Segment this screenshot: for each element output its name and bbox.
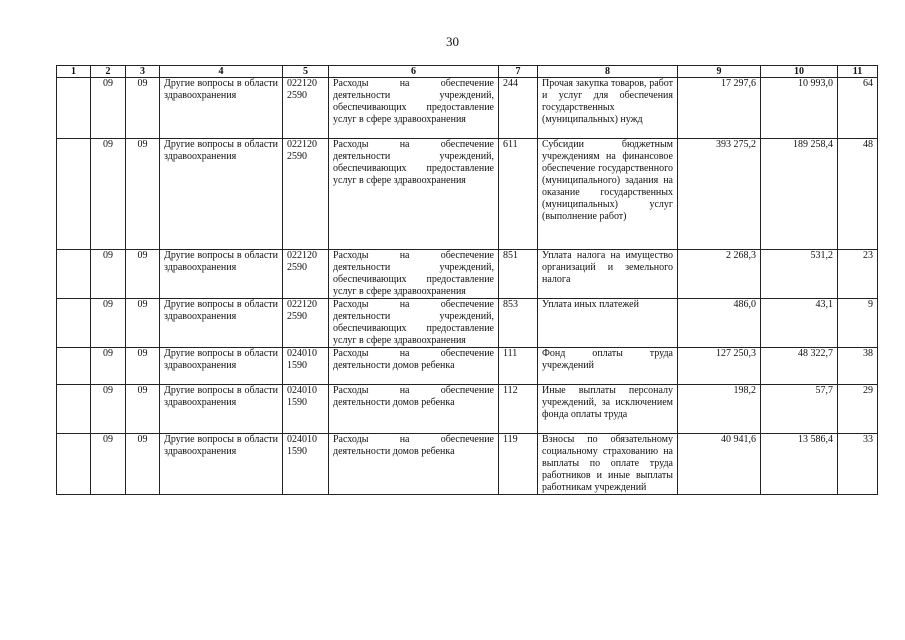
cell-target-name: Расходы на обеспечение деятельности учреждений, обеспечивающих предоставление услуг в сфере здравоохранения	[329, 139, 499, 250]
cell-expense-name: Прочая закупка товаров, работ и услуг для обеспечения государственных (муниципальных) нужд	[538, 78, 678, 139]
budget-table	[56, 65, 878, 495]
cell-target-name: Расходы на обеспечение деятельности домов ребенка	[329, 385, 499, 434]
cell-percent: 38	[838, 348, 878, 385]
cell-target-name: Расходы на обеспечение деятельности домов ребенка	[329, 348, 499, 385]
cell-section-name: Другие вопросы в области здравоохранения	[160, 434, 283, 495]
cell-empty	[57, 348, 91, 385]
cell-percent: 64	[838, 78, 878, 139]
col-header: 6	[329, 66, 499, 78]
cell-section-name: Другие вопросы в области здравоохранения	[160, 348, 283, 385]
cell-actual: 10 993,0	[761, 78, 838, 139]
cell-expense-name: Уплата налога на имущество организаций и земельного налога	[538, 250, 678, 299]
cell-empty	[57, 78, 91, 139]
cell-section: 09	[91, 434, 126, 495]
cell-section-name: Другие вопросы в области здравоохранения	[160, 78, 283, 139]
cell-target-code: 024010 1590	[283, 385, 329, 434]
cell-plan: 17 297,6	[678, 78, 761, 139]
header-row	[57, 66, 878, 78]
cell-expense-code: 244	[499, 78, 538, 139]
cell-actual: 531,2	[761, 250, 838, 299]
cell-target-code: 024010 1590	[283, 434, 329, 495]
cell-target-code: 022120 2590	[283, 78, 329, 139]
col-header: 3	[126, 66, 160, 78]
table-row	[57, 250, 878, 299]
cell-section-name: Другие вопросы в области здравоохранения	[160, 299, 283, 348]
cell-actual: 43,1	[761, 299, 838, 348]
col-header: 2	[91, 66, 126, 78]
cell-plan: 127 250,3	[678, 348, 761, 385]
table-row	[57, 434, 878, 495]
cell-section-name: Другие вопросы в области здравоохранения	[160, 139, 283, 250]
table-row	[57, 139, 878, 250]
cell-empty	[57, 299, 91, 348]
cell-expense-code: 611	[499, 139, 538, 250]
cell-expense-name: Взносы по обязательному социальному страхованию на выплаты по оплате труда работников и иные выплаты работникам учреждений	[538, 434, 678, 495]
cell-percent: 48	[838, 139, 878, 250]
col-header: 7	[499, 66, 538, 78]
cell-target-name: Расходы на обеспечение деятельности домов ребенка	[329, 434, 499, 495]
cell-target-code: 022120 2590	[283, 299, 329, 348]
cell-expense-name: Уплата иных платежей	[538, 299, 678, 348]
cell-empty	[57, 434, 91, 495]
cell-section: 09	[91, 348, 126, 385]
cell-actual: 189 258,4	[761, 139, 838, 250]
cell-plan: 198,2	[678, 385, 761, 434]
cell-target-code: 024010 1590	[283, 348, 329, 385]
col-header: 5	[283, 66, 329, 78]
cell-actual: 57,7	[761, 385, 838, 434]
table-row	[57, 299, 878, 348]
cell-section: 09	[91, 78, 126, 139]
col-header: 9	[678, 66, 761, 78]
cell-empty	[57, 385, 91, 434]
cell-target-code: 022120 2590	[283, 139, 329, 250]
cell-expense-name: Субсидии бюджетным учреждениям на финансовое обеспечение государственного (муниципального) задания на оказание государственных (муниципальных) услуг (выполнение работ)	[538, 139, 678, 250]
cell-plan: 486,0	[678, 299, 761, 348]
cell-expense-code: 119	[499, 434, 538, 495]
cell-actual: 48 322,7	[761, 348, 838, 385]
cell-target-name: Расходы на обеспечение деятельности учреждений, обеспечивающих предоставление услуг в сфере здравоохранения	[329, 250, 499, 299]
cell-expense-code: 112	[499, 385, 538, 434]
table-row	[57, 78, 878, 139]
cell-section-name: Другие вопросы в области здравоохранения	[160, 250, 283, 299]
cell-section-name: Другие вопросы в области здравоохранения	[160, 385, 283, 434]
cell-expense-name: Иные выплаты персоналу учреждений, за исключением фонда оплаты труда	[538, 385, 678, 434]
cell-percent: 9	[838, 299, 878, 348]
cell-target-name: Расходы на обеспечение деятельности учреждений, обеспечивающих предоставление услуг в сфере здравоохранения	[329, 299, 499, 348]
col-header: 11	[838, 66, 878, 78]
cell-expense-name: Фонд оплаты труда учреждений	[538, 348, 678, 385]
cell-subsection: 09	[126, 78, 160, 139]
cell-subsection: 09	[126, 139, 160, 250]
cell-section: 09	[91, 139, 126, 250]
cell-plan: 393 275,2	[678, 139, 761, 250]
page-number: 30	[446, 34, 459, 49]
col-header: 10	[761, 66, 838, 78]
cell-expense-code: 851	[499, 250, 538, 299]
cell-subsection: 09	[126, 385, 160, 434]
col-header: 1	[57, 66, 91, 78]
cell-subsection: 09	[126, 250, 160, 299]
cell-percent: 33	[838, 434, 878, 495]
cell-empty	[57, 139, 91, 250]
cell-section: 09	[91, 299, 126, 348]
cell-target-name: Расходы на обеспечение деятельности учреждений, обеспечивающих предоставление услуг в сфере здравоохранения	[329, 78, 499, 139]
cell-expense-code: 853	[499, 299, 538, 348]
col-header: 4	[160, 66, 283, 78]
cell-plan: 2 268,3	[678, 250, 761, 299]
cell-section: 09	[91, 250, 126, 299]
cell-empty	[57, 250, 91, 299]
cell-subsection: 09	[126, 348, 160, 385]
cell-subsection: 09	[126, 299, 160, 348]
table-row	[57, 348, 878, 385]
col-header: 8	[538, 66, 678, 78]
cell-percent: 29	[838, 385, 878, 434]
cell-percent: 23	[838, 250, 878, 299]
cell-expense-code: 111	[499, 348, 538, 385]
cell-plan: 40 941,6	[678, 434, 761, 495]
cell-subsection: 09	[126, 434, 160, 495]
table-row	[57, 385, 878, 434]
cell-actual: 13 586,4	[761, 434, 838, 495]
cell-target-code: 022120 2590	[283, 250, 329, 299]
cell-section: 09	[91, 385, 126, 434]
